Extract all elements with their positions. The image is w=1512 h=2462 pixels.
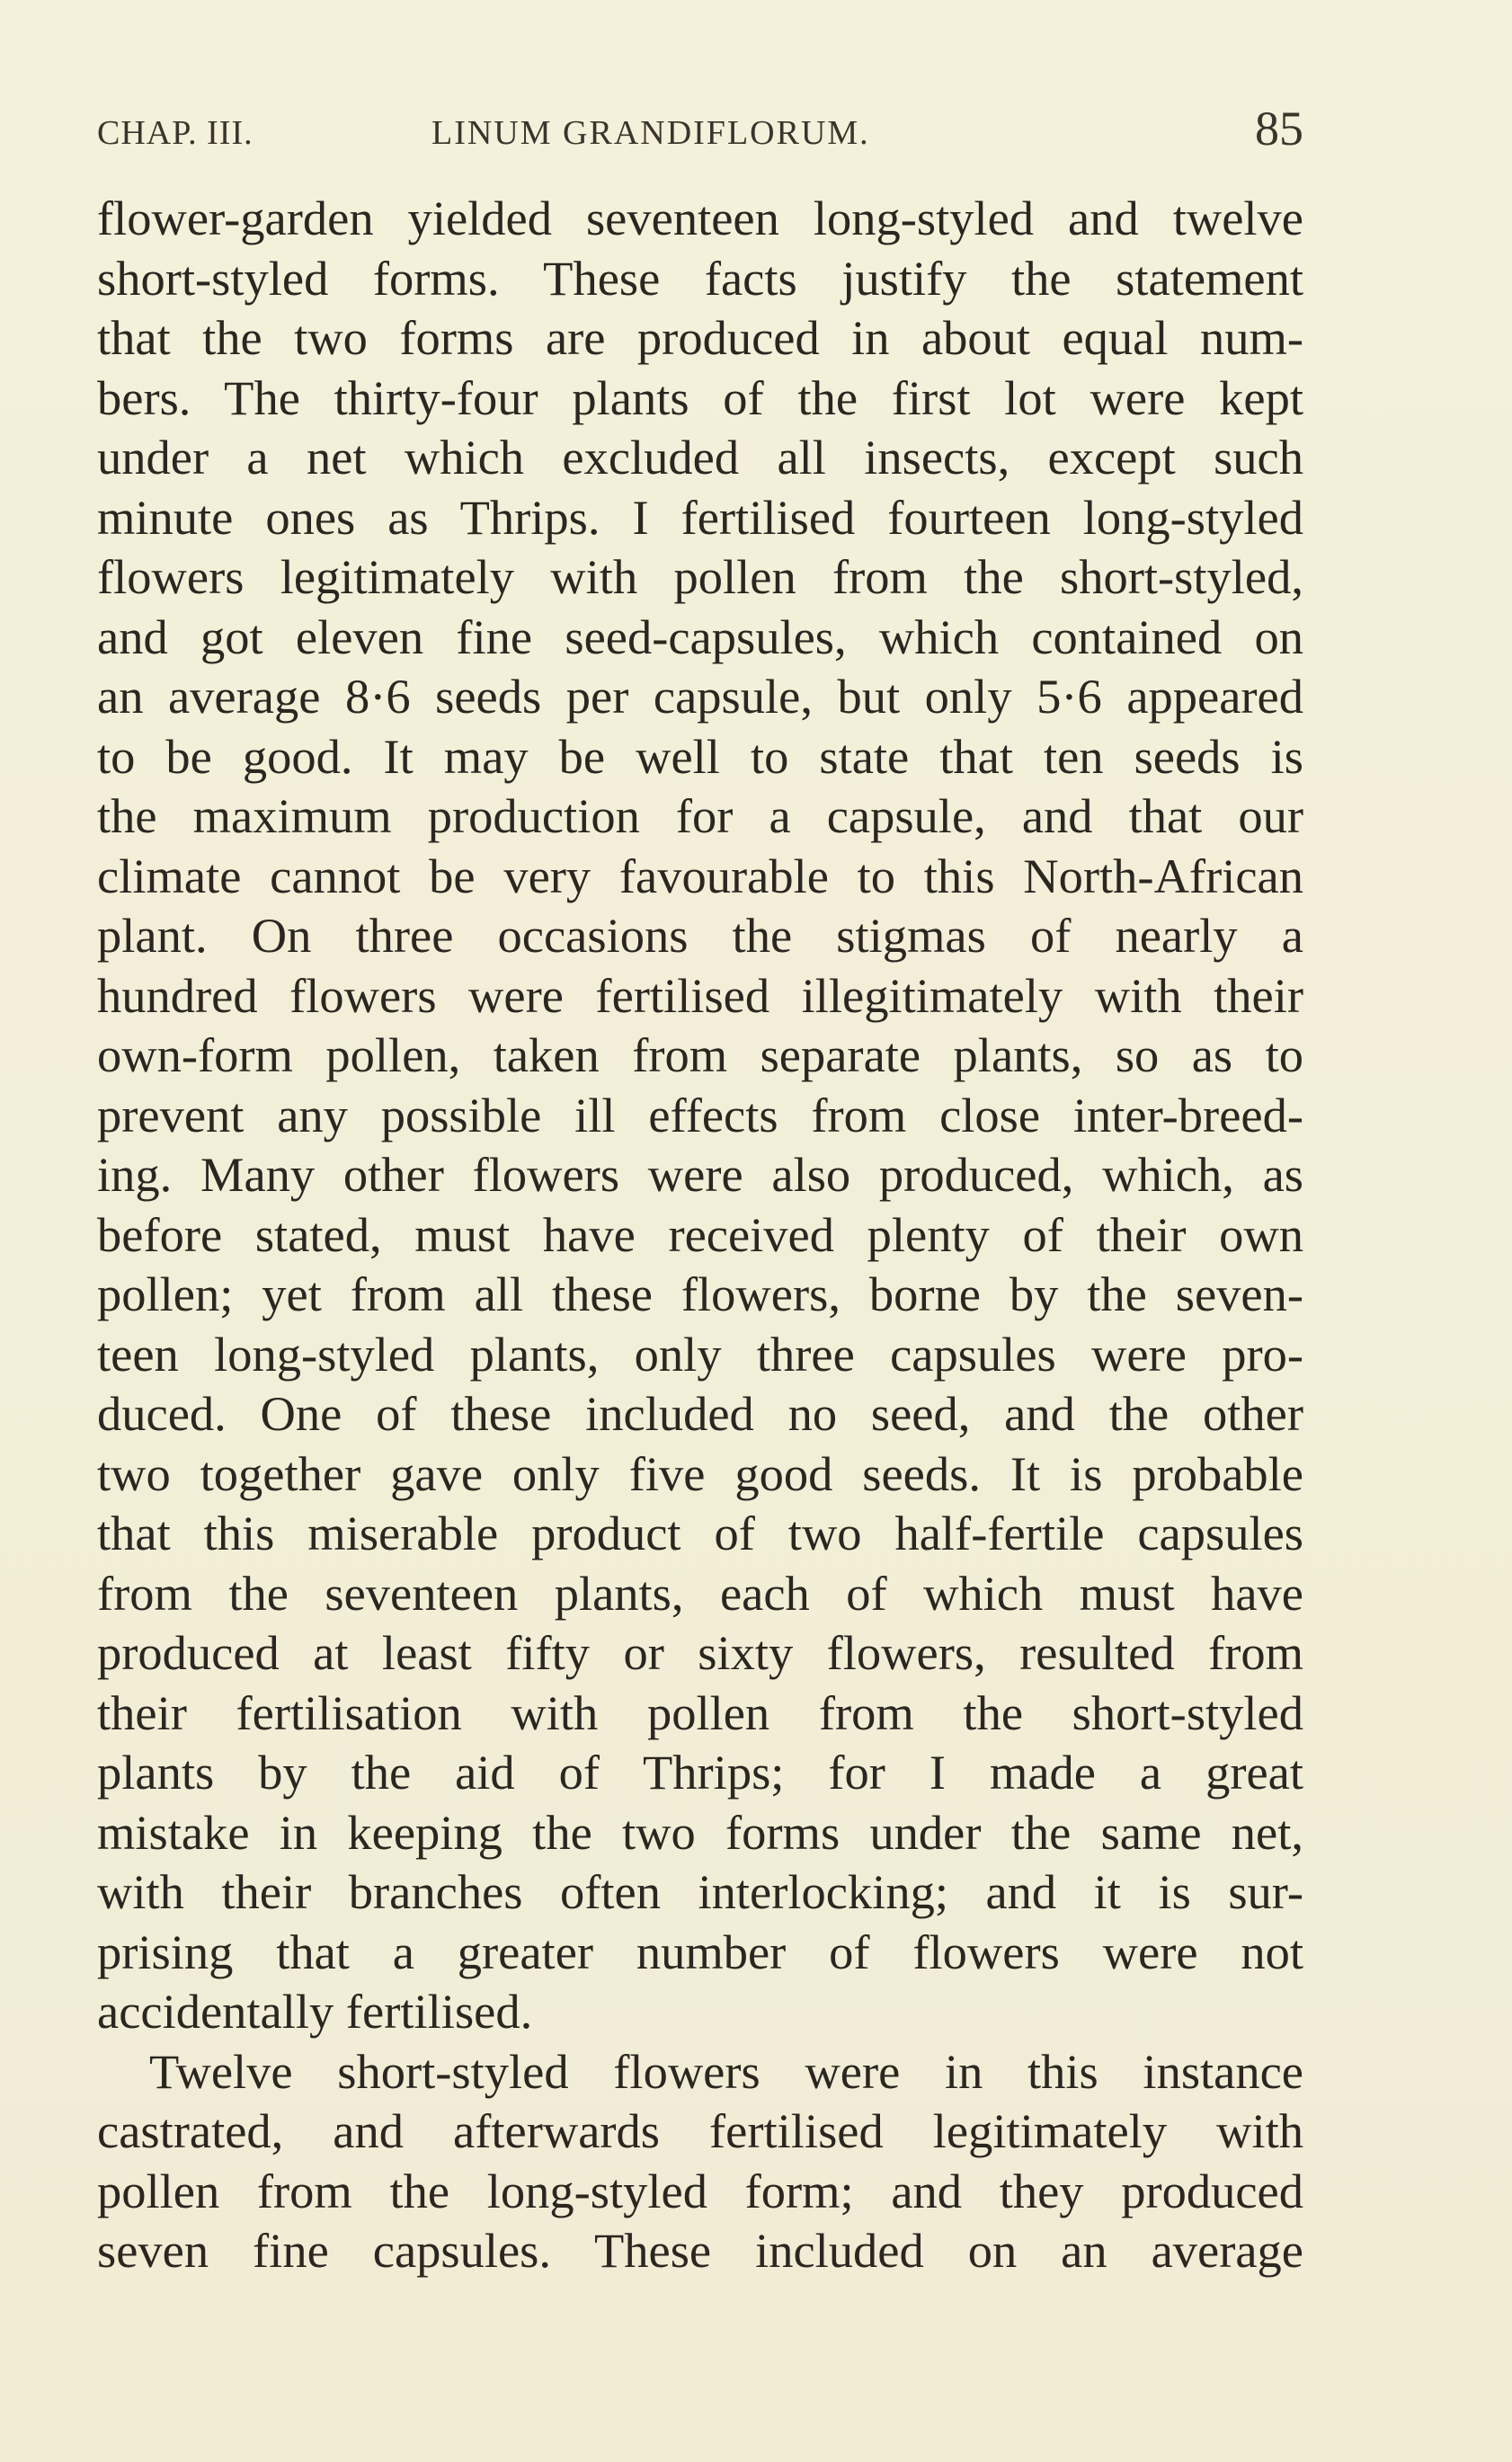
text-line: ing. Many other flowers were also produced, which, as [97,1147,1303,1202]
text-line: own-form pollen, taken from separate plants, so as to [97,1027,1303,1082]
text-line: an average 8·6 seeds per capsule, but only 5·6 appeared [97,669,1303,724]
text-line: hundred flowers were fertilised illegitimately with their [97,967,1303,1023]
text-line: produced at least fifty or sixty flowers, resulted from [97,1625,1303,1680]
text-line: that the two forms are produced in about equal num- [97,310,1303,365]
text-line: flowers legitimately with pollen from the short-styled, [97,549,1303,604]
text-line: and got eleven fine seed-capsules, which contained on [97,609,1303,664]
text-line: prising that a greater number of flowers were not [97,1924,1303,1979]
text-line: under a net which excluded all insects, except such [97,430,1303,484]
text-line: Twelve short-styled flowers were in this instance [149,2043,1303,2099]
text-line: accidentally fertilised. [97,1984,533,2039]
text-line: climate cannot be very favourable to this North-African [97,848,1303,903]
text-line: two together gave only five good seeds. It is probable [97,1445,1303,1501]
text-line: seven fine capsules. These included on an average [97,2223,1303,2278]
text-line: prevent any possible ill effects from close inter-breed- [97,1087,1303,1142]
text-line: short-styled forms. These facts justify the statement [97,250,1303,306]
text-line: from the seventeen plants, each of which must have [97,1565,1303,1621]
running-title: LINUM GRANDIFLORUM. [431,114,870,152]
chapter-label: CHAP. III. [97,114,253,152]
text-line: plants by the aid of Thrips; for I made a great [97,1745,1303,1800]
text-line: mistake in keeping the two forms under the same net, [97,1804,1303,1860]
text-line: flower-garden yielded seventeen long-styled and twelve [97,191,1303,245]
text-line: pollen; yet from all these flowers, borne by the seven- [97,1267,1303,1321]
running-head [97,101,1303,155]
text-line: that this miserable product of two half-fertile capsules [97,1506,1303,1560]
page-number: 85 [1255,102,1303,156]
text-line: teen long-styled plants, only three capsules were pro- [97,1326,1303,1382]
text-line: before stated, must have received plenty of their own [97,1206,1303,1262]
text-line: to be good. It may be well to state that ten seeds is [97,728,1303,784]
text-line: minute ones as Thrips. I fertilised fourteen long-styled [97,489,1303,545]
text-line: castrated, and afterwards fertilised legitimately with [97,2103,1303,2158]
text-line: pollen from the long-styled form; and they produced [97,2163,1303,2218]
text-line: with their branches often interlocking; and it is sur- [97,1864,1303,1919]
text-line: their fertilisation with pollen from the short-styled [97,1684,1303,1740]
text-line: plant. On three occasions the stigmas of nearly a [97,908,1303,963]
text-line: the maximum production for a capsule, and that our [97,788,1303,843]
text-line: bers. The thirty-four plants of the first lot were kept [97,369,1303,425]
body-text [97,189,1303,2281]
text-line: duced. One of these included no seed, and the other [97,1386,1303,1441]
